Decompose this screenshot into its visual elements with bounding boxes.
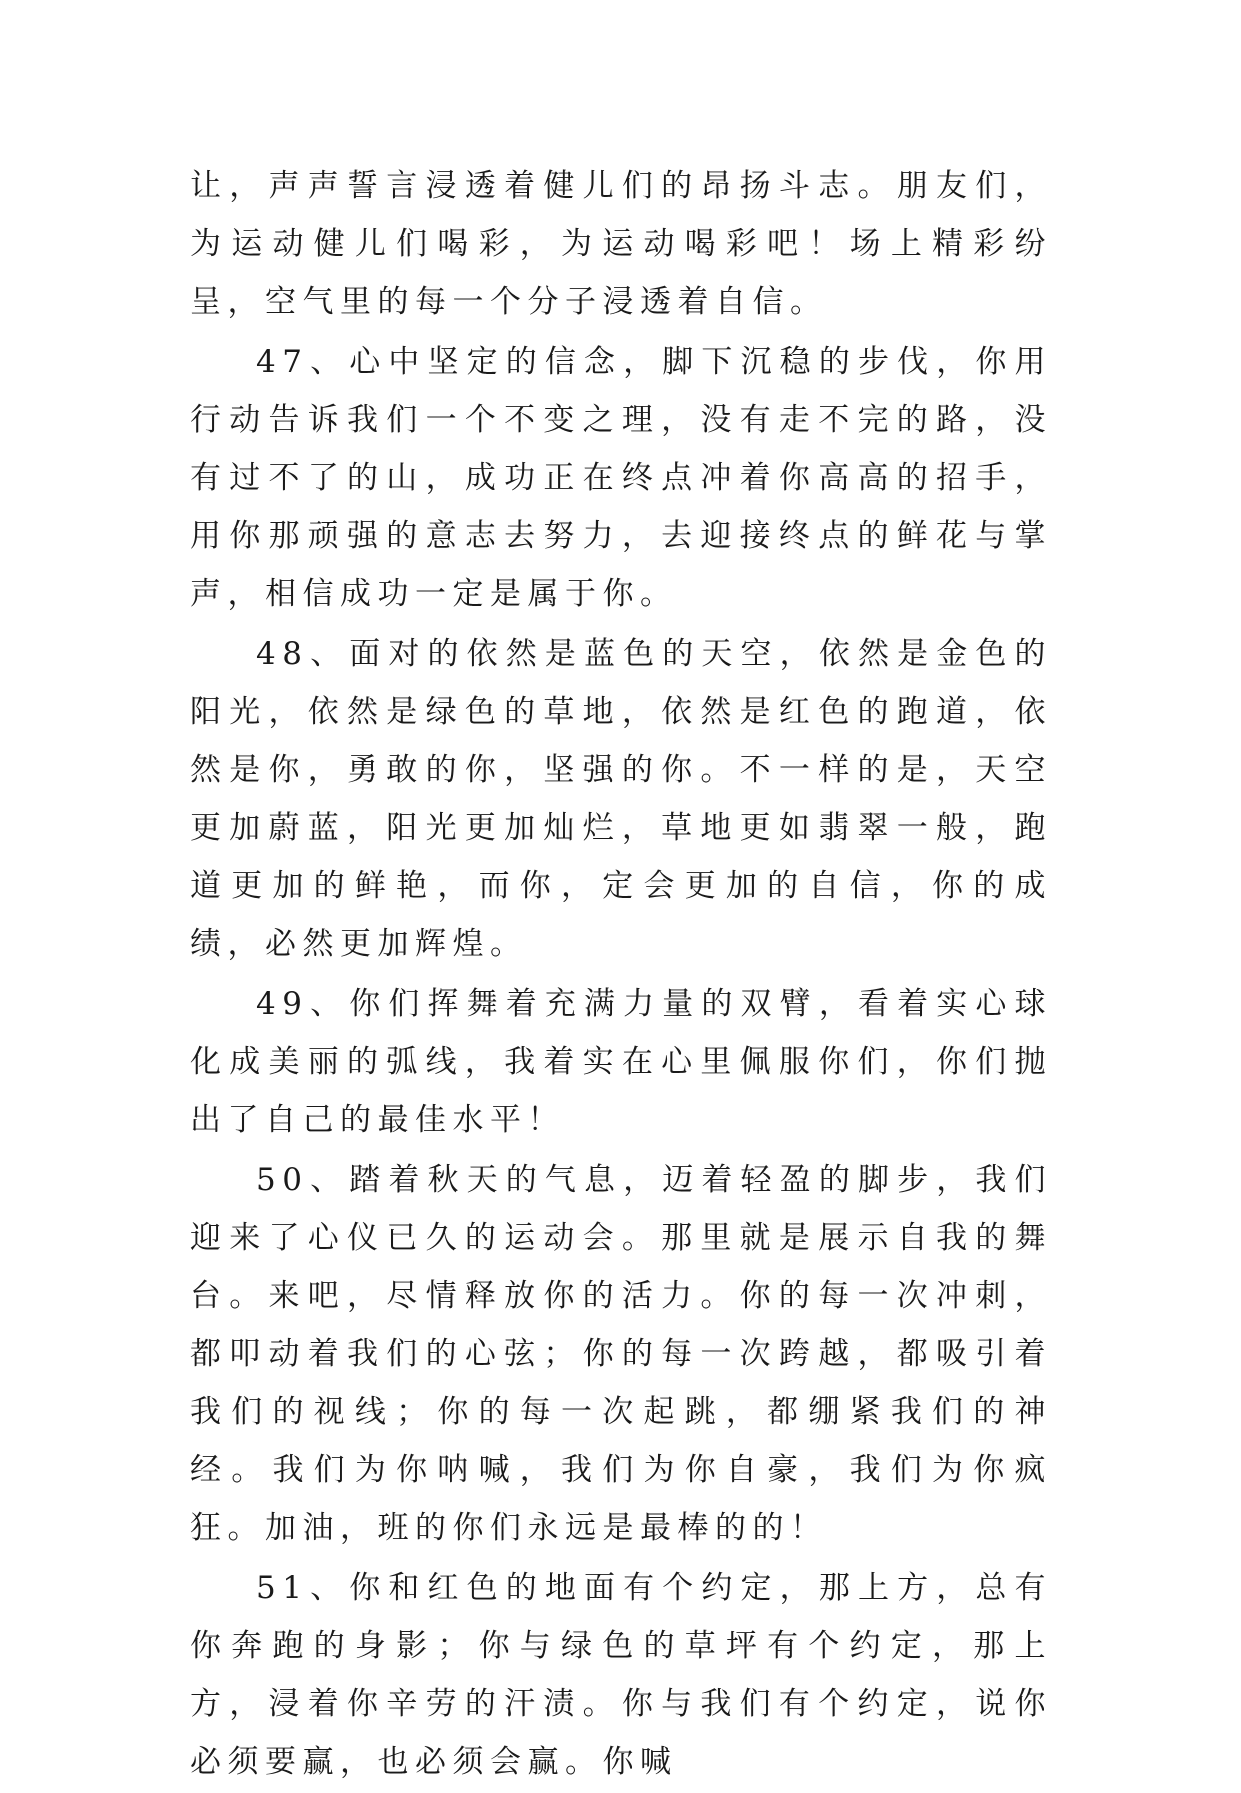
paragraph-47: 47、心中坚定的信念，脚下沉稳的步伐，你用行动告诉我们一个不变之理，没有走不完的路，没有过不了的山，成功正在终点冲着你高高的招手，用你那顽强的意志去努力，去迎接终点的鲜花与掌声，相信成功一定是属于你。 (190, 344, 1052, 612)
paragraph-continuation: 让，声声誓言浸透着健儿们的昂扬斗志。朋友们，为运动健儿们喝彩，为运动喝彩吧！场上精彩纷呈，空气里的每一个分子浸透着自信。 (190, 168, 1052, 320)
document-body (190, 157, 1052, 1793)
paragraph-50: 50、踏着秋天的气息，迈着轻盈的脚步，我们迎来了心仪已久的运动会。那里就是展示自我的舞台。来吧，尽情释放你的活力。你的每一次冲刺，都叩动着我们的心弦；你的每一次跨越，都吸引着我们的视线；你的每一次起跳，都绷紧我们的神经。我们为你呐喊，我们为你自豪，我们为你疯狂。加油，班的你们永远是最棒的的！ (190, 1162, 1052, 1546)
paragraph-48: 48、面对的依然是蓝色的天空，依然是金色的阳光，依然是绿色的草地，依然是红色的跑道，依然是你，勇敢的你，坚强的你。不一样的是，天空更加蔚蓝，阳光更加灿烂，草地更如翡翠一般，跑道更加的鲜艳，而你，定会更加的自信，你的成绩，必然更加辉煌。 (190, 636, 1052, 962)
paragraph-49: 49、你们挥舞着充满力量的双臂，看着实心球化成美丽的弧线，我着实在心里佩服你们，你们抛出了自己的最佳水平！ (190, 986, 1052, 1138)
paragraph-51: 51、你和红色的地面有个约定，那上方，总有你奔跑的身影；你与绿色的草坪有个约定，那上方，浸着你辛劳的汗渍。你与我们有个约定，说你必须要赢，也必须会赢。你喊 (190, 1570, 1052, 1780)
